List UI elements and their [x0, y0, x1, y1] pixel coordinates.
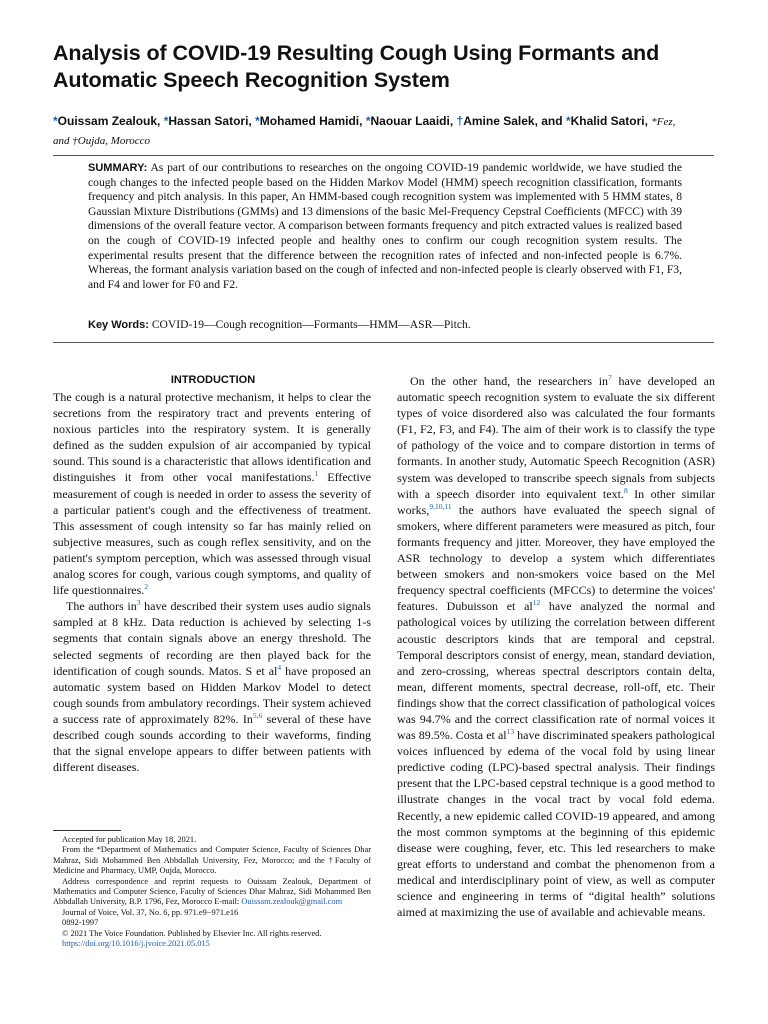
affiliation-mark: *	[163, 114, 169, 128]
text-run: Effective measurement of cough is needed in order to assess the severity of a particular patient's cough and the effectiveness of treatment. This assessment of cough intensity so far has mainly relied on subjective measures, such as cough reflex sensitivity, and on the patient's symptom perception, which was assessed through visual analog scores for cough, various cough symptoms, and quality of life questionnaires.	[53, 470, 371, 598]
citation-link[interactable]: 3	[136, 598, 141, 608]
keywords-label: Key Words:	[88, 319, 149, 331]
author-conjunction: and	[541, 114, 563, 128]
citation-link[interactable]: 2	[144, 582, 149, 592]
text-run: have discriminated speakers pathological voices influenced by edema of the vocal fold by using linear predictive coding (LPC)-based spectral analysis. Their findings present that the LPC-based cepstral technique is a good method to illustrate changes in the vocal tract by vocal fold edema. Recently, a new epidemic called COVID-19 appeared, and among the most common symptoms at the beginning of this epidemic disease were coughing, fever, etc. This led researchers to make great efforts to understand and combat the phenomenon from a medical and interdisciplinary point of view, as well as computer science and engineering in terms of “digital health” solutions aimed at maximizing the use of available and achievable means.	[397, 728, 715, 920]
email-link[interactable]: Ouissam.zealouk@gmail.com	[241, 897, 343, 907]
text-run: Address correspondence and reprint requests to Ouissam Zealouk, Department of Mathematics and Computer Science, Faculty of Sciences Dhar Mahraz, Sidi Mohammed Ben Abbdallah University, B.P. 1796, Fez, Morocco E-mail:	[53, 876, 371, 907]
article-title	[53, 40, 733, 94]
footnote-accepted: Accepted for publication May 18, 2021.	[62, 835, 197, 844]
author-name[interactable]: Hassan Satori,	[168, 114, 252, 128]
author-list	[53, 112, 723, 150]
footnote-correspondence	[53, 877, 371, 908]
author-name[interactable]: Amine Salek,	[463, 114, 538, 128]
citation-link[interactable]: 8	[623, 485, 628, 495]
footnote-issn: 0892-1997	[62, 918, 99, 928]
paragraph	[53, 598, 371, 775]
footnote-copyright: © 2021 The Voice Foundation. Published by Elsevier Inc. All rights reserved.	[62, 928, 322, 938]
keywords-block	[88, 318, 682, 333]
footnote-rule	[53, 830, 121, 831]
affiliation-mark: *	[365, 114, 371, 128]
affiliation-fez: *Fez,	[651, 116, 676, 128]
summary-text: As part of our contributions to researches on the ongoing COVID-19 pandemic worldwide, we have studied the cough changes to the infected people based on the Hidden Markov Model (HMM) speech recognition classification, formants frequency and pitch analysis. In this paper, An HMM-based cough recognition system was implemented with 5 HMM states, 8 Gaussian Mixture Distributions (GMMs) and 13 dimensions of the basic Mel-Frequency Cepstral Coefficients (MFCC) with 39 dimensions of the overall feature vector. A comparison between formants frequency and pitch extracted values is realized based on the cough of COVID-19 infected people and healthy ones to confirm our cough recognition system results. The experimental results present that the difference between the recognition rates of infected and non-infected people is 6.7%. Whereas, the formant analysis variation based on the cough of infected and non-infected people is clearly observed with F1, F3, and F4 and lower for F0 and F2.	[88, 161, 683, 291]
citation-link[interactable]: 4	[277, 662, 282, 672]
left-column	[53, 389, 371, 775]
footnote-journal: Journal of Voice, Vol. 37, No. 6, pp. 971.e9−971.e16	[62, 907, 239, 917]
affiliation-mark: †	[456, 114, 464, 128]
text-run: have developed an automatic speech recognition system to evaluate the six different types of voice disordered also was calculated the four formants (F1, F2, F3, and F4). The aim of their work is to classify the type of pathology of the voice and to compare distortion in terms of formants. In another study, Automatic Speech Recognition (ASR) system was developed to transcribe speech signals from subjects with a speech disorder into equivalent text.	[397, 374, 715, 501]
text-run: several of these have described cough sounds according to their waveforms, finding that the signal envelope appears to differ between patients with different diseases.	[53, 711, 371, 775]
keywords-text: COVID-19—Cough recognition—Formants—HMM—ASR—Pitch.	[151, 318, 471, 331]
doi-link[interactable]: https://doi.org/10.1016/j.jvoice.2021.05.015	[62, 939, 210, 949]
citation-link[interactable]: 5,6	[252, 710, 263, 720]
text-run: have proposed an automatic system based on Hidden Markov Model to detect cough sounds from ambulatory recordings. Their system achieved a success rate of approximately 82%. In	[53, 663, 371, 726]
affiliation-oujda: and †Oujda, Morocco	[53, 135, 151, 147]
footnotes-block	[53, 835, 371, 949]
text-run: have described their system uses audio signals sampled at 8 kHz. Data reduction is achieved by selecting 1-s segments that contain signals above an energy threshold. The selected segments of recording are then played back for the identification of cough sounds. Matos. S et al	[53, 599, 371, 678]
citation-link[interactable]: 7	[608, 373, 612, 382]
paragraph	[397, 373, 715, 920]
summary-block	[88, 161, 682, 292]
text-run: In other similar works,	[397, 486, 715, 517]
affiliation-mark: *	[53, 114, 58, 128]
affiliation-mark: *	[255, 114, 260, 128]
citation-link[interactable]: 12	[532, 598, 541, 608]
affiliation-mark: *	[565, 114, 571, 128]
introduction-heading: INTRODUCTION	[170, 374, 256, 386]
text-run: The cough is a natural protective mechanism, it helps to clear the secretions from the respiratory tract and prevents entering of noxious particles into the respiratory system. It is generally defined as the sudden expulsion of air accompanied by typical sound. This sound is a characteristic that allows identification and distinguishes it from other vocal manifestations.	[53, 390, 371, 485]
summary-label: SUMMARY:	[88, 162, 148, 174]
text-run: On the other hand, the researchers in	[410, 374, 609, 388]
author-name[interactable]: Khalid Satori,	[570, 114, 648, 128]
citation-link[interactable]: 13	[506, 727, 515, 737]
text-run: the authors have evaluated the speech signal of smokers, where different parameters were measured as pitch, four formants frequency and jitter. Moreover, they have employed the ASR technology to develop a system which differentiates between smokers and non-smokers voice based on the Mel frequency spectral coefficients (MFCCs) to determine the voices' features. Dubuisson et al	[397, 502, 715, 614]
author-name[interactable]: Naouar Laaidi,	[370, 114, 454, 128]
summary-top-rule	[53, 155, 714, 156]
title-line-2: Automatic Speech Recognition System	[53, 68, 450, 92]
text-run: The authors in	[66, 599, 137, 614]
author-name[interactable]: Mohamed Hamidi,	[259, 114, 363, 128]
title-line-1: Analysis of COVID-19 Resulting Cough Using Formants and	[53, 41, 660, 65]
paragraph	[53, 389, 371, 598]
citation-link[interactable]: 9,10,11	[429, 501, 452, 511]
citation-link[interactable]: 1	[314, 469, 319, 479]
summary-bottom-rule	[53, 342, 714, 343]
right-column	[397, 373, 715, 920]
author-name[interactable]: Ouissam Zealouk,	[57, 114, 161, 128]
footnote-affiliation: From the *Department of Mathematics and Computer Science, Faculty of Sciences Dhar Mahraz, Sidi Mohammed Ben Abbdallah University, Fez, Morocco; and the †Faculty of Medicine and Pharmacy, UMP, Oujda, Morocco.	[53, 845, 371, 876]
text-run: have analyzed the normal and pathological voices by utilizing the correlation between different acoustic descriptors kinds that are temporal and cepstral. Temporal descriptors consist of energy, mean, standard deviation, and zero-crossing, whereas spectral descriptors contain delta, mean, different moments, spectral decrease, roll-off, etc. Their findings show that the correct classification of pathological voices was 94.7% and the correct classification rate of normal voices it was 89.5%. Costa et al	[397, 599, 715, 743]
